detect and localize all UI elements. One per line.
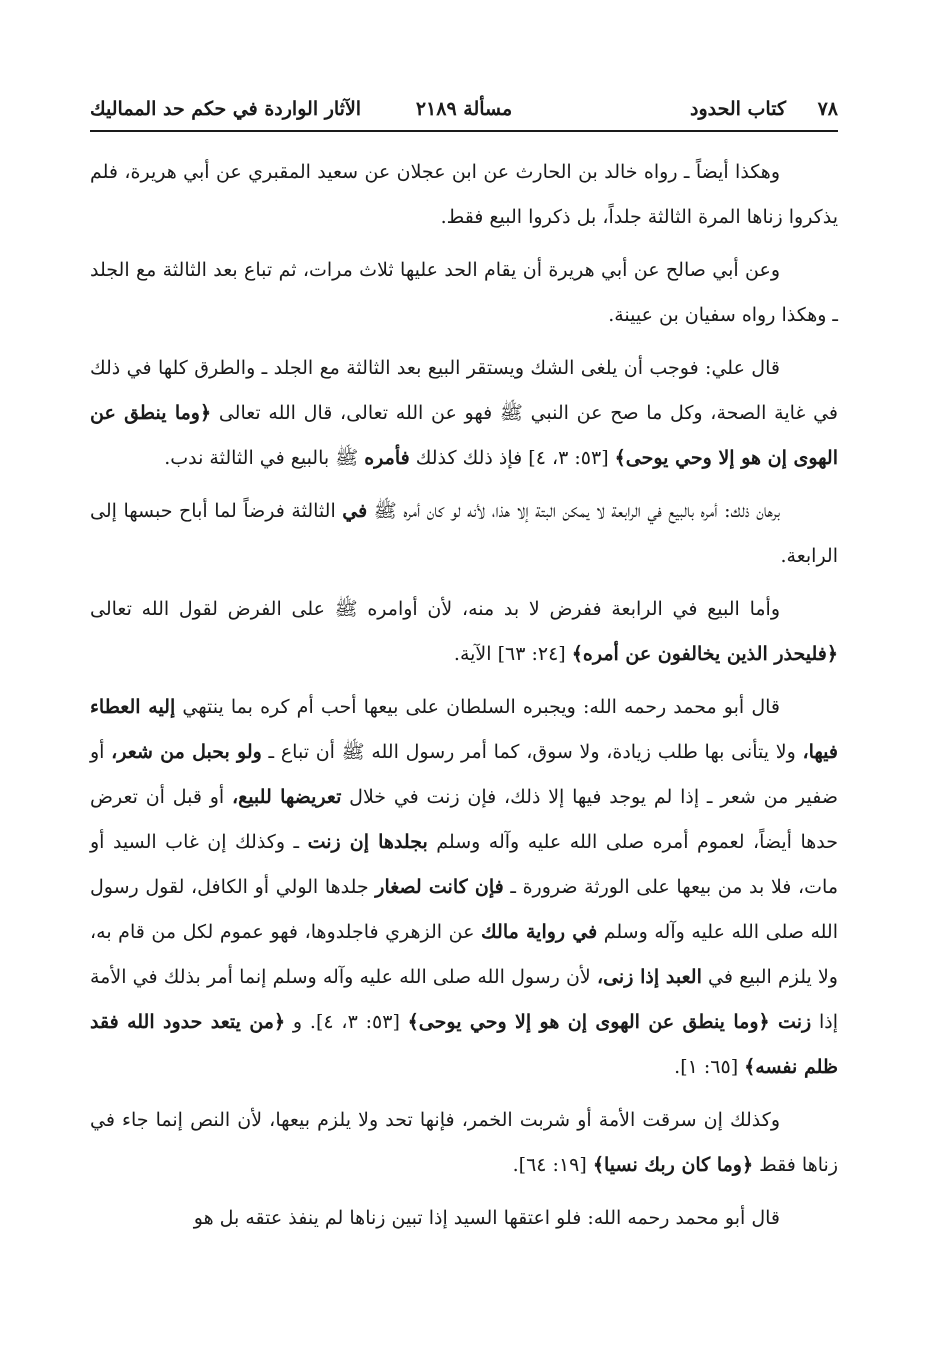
- bold-text: بجلدها إن زنت: [307, 831, 428, 853]
- quran-verse: ﴿من يتعد حدود الله فقد ظلم نفسه﴾: [90, 1011, 838, 1078]
- page-header: [90, 96, 838, 132]
- text-segment: أو ضفير من شعر ـ إذا لم يوجد فيها إلا ذلك، فإن زنت في خلال: [90, 741, 838, 808]
- page-number: ٧٨: [817, 98, 838, 120]
- bold-text: العبد إذا زنى،: [596, 966, 702, 988]
- text-segment: لأن رسول الله صلى الله عليه وآله وسلم إنما أمر بذلك في الأمة إذا: [90, 966, 839, 1033]
- bold-text: في: [342, 500, 368, 522]
- quran-verse: ﴿فليحذر الذين يخالفون عن أمره﴾: [571, 643, 838, 665]
- text-segment: ـ وكذلك إن غاب السيد أو مات، فلا بد من بيعها على الورثة ضرورة ـ: [90, 831, 838, 898]
- book-title: كتاب الحدود: [689, 98, 786, 120]
- text-segment: جلدها الولي أو الكافل، لقول رسول الله صلى الله عليه وآله وسلم: [90, 876, 838, 943]
- text-segment: قال أبو محمد رحمه الله: ويجبره السلطان على بيعها أحب أم كره بما ينتهي: [175, 696, 780, 718]
- text-segment: قال أبو محمد رحمه الله: فلو اعتقها السيد إذا تبين زناها لم ينفذ عتقه بل هو: [193, 1207, 780, 1229]
- paragraph: [90, 489, 838, 579]
- bold-text: تعريضها للبيع،: [231, 786, 342, 808]
- text-segment: برهان ذلك: أمره بالبيع في الرابعة لا يمكن البتة إلا هذا، لأنه لو كان أمره ﷺ: [367, 500, 780, 522]
- quran-verse: زنت ﴿وما ينطق عن الهوى إن هو إلا وحي يوحى﴾: [407, 1011, 812, 1033]
- quran-verse: ﴿وما كان ربك نسيا﴾: [592, 1154, 754, 1176]
- paragraph: [90, 1098, 838, 1188]
- text-segment: [٥٣: ٣، ٤] فإذ ذلك كذلك: [409, 447, 615, 469]
- text-segment: وهكذا أيضاً ـ رواه خالد بن الحارث عن ابن عجلان عن سعيد المقبري عن أبي هريرة، فلم يذكروا زناها المرة الثالثة جلداً، بل ذكروا البيع فقط.: [90, 161, 838, 228]
- text-segment: أو قبل أن تعرض حدها أيضاً، لعموم أمره صلى الله عليه وآله وسلم: [90, 786, 838, 853]
- issue-number: مسألة ٢١٨٩: [415, 98, 513, 120]
- text-segment: الثالثة فرضاً لما أباح حبسها إلى الرابعة.: [90, 500, 838, 567]
- page-body: [90, 150, 838, 1245]
- text-segment: عن الزهري فاجلدوها، فهو عموم لكل من قام به، ولا يلزم البيع في: [90, 921, 838, 988]
- text-segment: [٦٥: ١].: [674, 1056, 745, 1078]
- text-segment: ولا يتأنى بها طلب زيادة، ولا سوق، كما أمر رسول الله ﷺ أن تباع ـ: [261, 741, 803, 763]
- paragraph: [90, 1196, 838, 1241]
- paragraph: [90, 248, 838, 338]
- text-segment: وعن أبي صالح عن أبي هريرة أن يقام الحد عليها ثلاث مرات، ثم تباع بعد الثالثة مع الجلد ـ وهكذا رواه سفيان بن عيينة.: [90, 259, 838, 326]
- text-segment: وأما البيع في الرابعة ففرض لا بد منه، لأن أوامره ﷺ على الفرض لقول الله تعالى: [90, 598, 780, 620]
- text-segment: وكذلك إن سرقت الأمة أو شربت الخمر، فإنها تحد ولا يلزم بيعها، لأن النص إنما جاء في زناها فقط: [90, 1109, 838, 1176]
- quran-verse: ﴿وما ينطق عن الهوى إن هو إلا وحي يوحى﴾: [90, 402, 838, 469]
- text-segment: [٢٤: ٦٣] الآية.: [453, 643, 572, 665]
- bold-text: فأمره: [364, 447, 410, 469]
- bold-text: في رواية مالك: [481, 921, 598, 943]
- paragraph: [90, 346, 838, 481]
- paragraph: [90, 150, 838, 240]
- paragraph: [90, 685, 838, 1090]
- chapter-title: الآثار الواردة في حكم حد المماليك: [90, 98, 362, 120]
- text-segment: ﷺ بالبيع في الثالثة ندب.: [164, 447, 365, 469]
- bold-text: ولو بحبل من شعر،: [111, 741, 262, 763]
- paragraph: [90, 587, 838, 677]
- text-segment: [١٩: ٦٤].: [512, 1154, 593, 1176]
- text-segment: قال علي: فوجب أن يلغى الشك ويستقر البيع بعد الثالثة مع الجلد ـ والطرق كلها في ذلك في غاية الصحة، وكل ما صح عن النبي ﷺ فهو عن الله تعالى، قال الله تعالى: [90, 357, 838, 424]
- bold-text: فإن كانت لصغار: [375, 876, 504, 898]
- text-segment: [٥٣: ٣، ٤]. و: [285, 1011, 408, 1033]
- bold-text: إليه العطاء فيها،: [90, 696, 838, 763]
